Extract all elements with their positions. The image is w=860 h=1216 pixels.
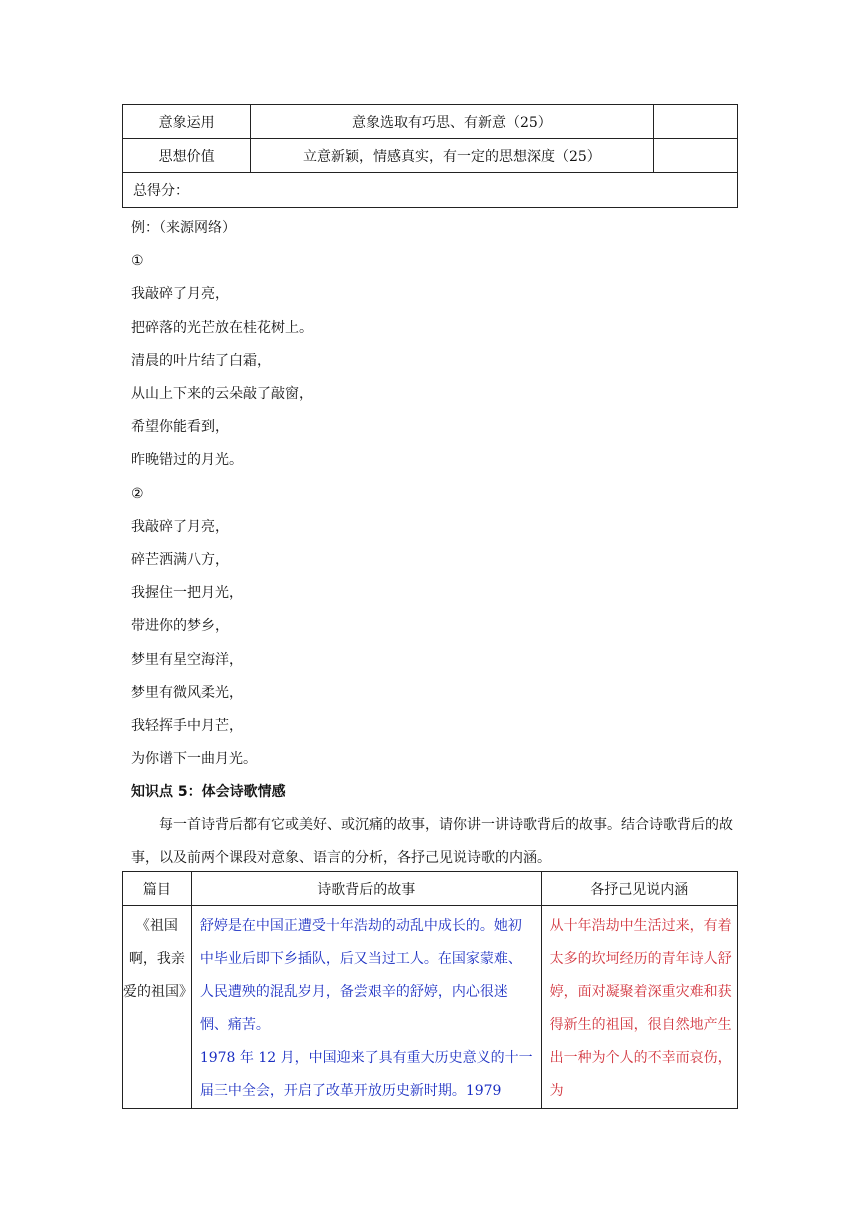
story-paragraph: 1978 年 12 月，中国迎来了具有重大历史意义的十一届三中全会，开启了改革开放历史新时期。1979 [199, 1050, 533, 1099]
poem-title: 《祖国啊，我亲爱的祖国》 [123, 918, 193, 1000]
instruction-paragraph [131, 809, 741, 875]
poem-background-story [192, 906, 541, 1108]
poem-line: 碎芒洒满八方， [131, 552, 229, 568]
criterion-description: 意象选取有巧思、有新意（25） [251, 105, 653, 139]
poem-line: 我握住一把月光， [131, 585, 243, 601]
score-cell [653, 105, 737, 139]
score-cell [653, 139, 737, 173]
total-score-label: 总得分： [123, 173, 738, 208]
table-row [123, 173, 738, 208]
poem-line: 梦里有星空海洋， [131, 652, 243, 668]
section-heading: 知识点 5：体会诗歌情感 [131, 784, 286, 800]
table-row [123, 105, 738, 139]
example-intro: 例：（来源网络） [131, 220, 236, 236]
story-paragraph: 舒婷是在中国正遭受十年浩劫的动乱中成长的。她初中毕业后即下乡插队，后又当过工人。在国家蒙难、人民遭殃的混乱岁月，备尝艰辛的舒婷，内心很迷惘、痛苦。 [199, 918, 522, 1033]
column-header: 篇目 [123, 872, 192, 906]
poem-line: 清晨的叶片结了白霜， [131, 353, 271, 369]
table-row [123, 139, 738, 173]
column-header: 诗歌背后的故事 [191, 872, 541, 906]
poem-line: 把碎落的光芒放在桂花树上。 [131, 320, 313, 336]
table-header-row [123, 872, 738, 906]
poem-line: 梦里有微风柔光， [131, 685, 243, 701]
poem-line: 昨晚错过的月光。 [131, 452, 243, 468]
poem-line: 从山上下来的云朵敲了敲窗， [131, 386, 313, 402]
poem-analysis-table [122, 871, 738, 1109]
poem-line: 我轻挥手中月芒， [131, 718, 243, 734]
poem-line: 我敲碎了月亮， [131, 519, 229, 535]
poem-line: 为你谱下一曲月光。 [131, 751, 257, 767]
poem-line: 希望你能看到， [131, 419, 229, 435]
poem-line: 我敲碎了月亮， [131, 286, 229, 302]
score-table [122, 104, 738, 208]
poem-line: 带进你的梦乡， [131, 618, 229, 634]
criterion-description: 立意新颖，情感真实，有一定的思想深度（25） [251, 139, 653, 173]
instruction-text: 每一首诗背后都有它或美好、或沉痛的故事，请你讲一讲诗歌背后的故事。结合诗歌背后的故事，以及前两个课段对意象、语言的分析，各抒己见说诗歌的内涵。 [131, 817, 733, 866]
poem-marker-1: ① [131, 253, 144, 269]
column-header: 各抒己见说内涵 [541, 872, 737, 906]
criterion-label: 思想价值 [123, 139, 251, 173]
poem-marker-2: ② [131, 486, 144, 502]
poem-meaning: 从十年浩劫中生活过来，有着太多的坎坷经历的青年诗人舒婷，面对凝聚着深重灾难和获得新生的祖国，很自然地产生出一种为个人的不幸而哀伤，为 [549, 918, 732, 1099]
table-row [123, 906, 738, 1109]
criterion-label: 意象运用 [123, 105, 251, 139]
